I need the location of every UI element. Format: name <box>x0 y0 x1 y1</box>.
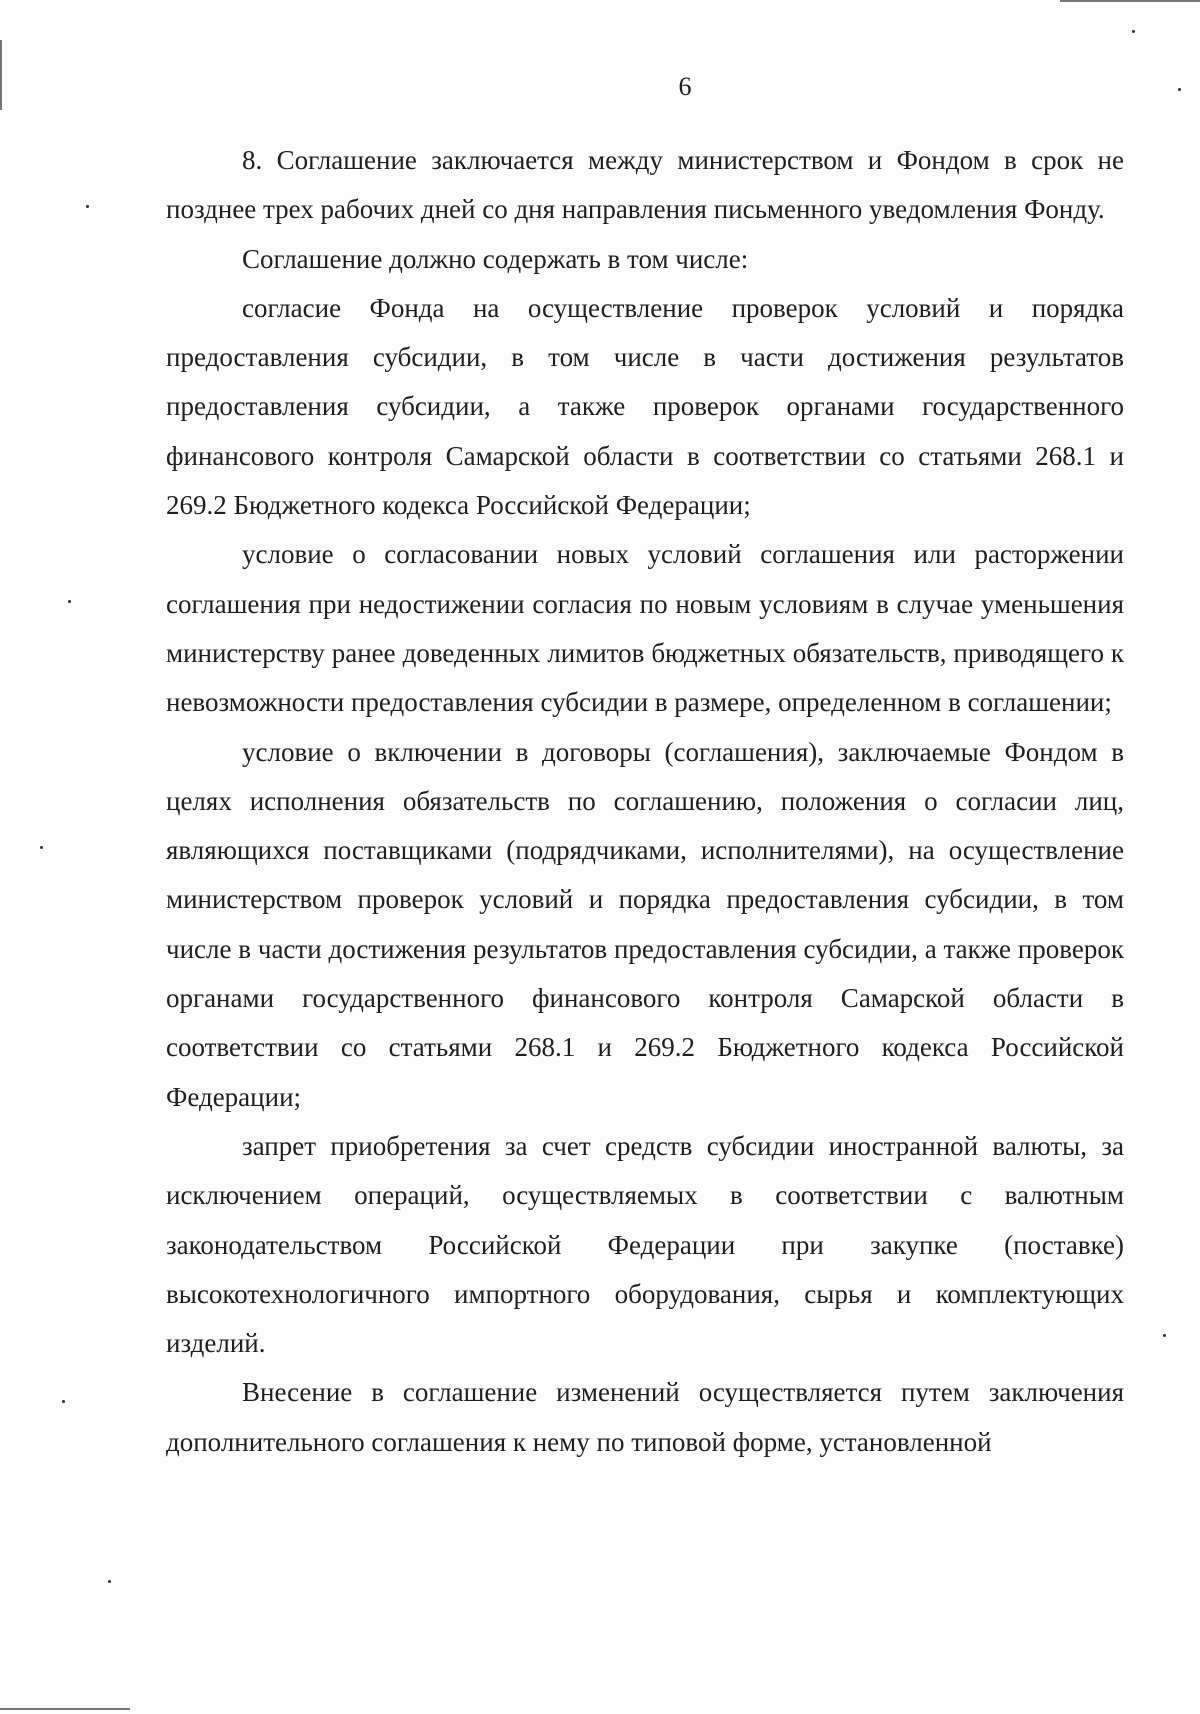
scan-speck <box>1132 30 1135 33</box>
paragraph-agreement-contents-intro: Соглашение должно содержать в том числе: <box>242 243 749 274</box>
paragraph-consent-to-inspections: согласие Фонда на осуществление проверок условий и порядка предоставления субсидии, в том числе в части достижения результатов предоставления субсидии, а также проверок органами государственного финансового контроля Самарской области в соответствии со статьями 268.1 и 269.2 Бюджетного кодекса Российской Федерации; <box>166 292 1124 521</box>
scan-speck <box>40 846 43 849</box>
scan-speck <box>68 600 71 603</box>
paragraph-clause-8: 8. Соглашение заключается между министерством и Фондом в срок не позднее трех рабочих дней со дня направления письменного уведомления Фонду. <box>166 145 1124 225</box>
paragraph-currency-prohibition: запрет приобретения за счет средств субсидии иностранной валюты, за исключением операций, осуществляемых в соответствии с валютным законодательством Российской Федерации при закупке (поставке) высокотехнологичного импортного оборудования, сырья и комплектующих изделий. <box>166 1130 1124 1359</box>
paragraph-new-conditions: условие о согласовании новых условий соглашения или расторжении соглашения при недостижении согласия по новым условиям в случае уменьшения министерству ранее доведенных лимитов бюджетных обязательств, приводящего к невозможности предоставления субсидии в размере, определенном в соглашении; <box>166 539 1124 718</box>
document-body <box>166 136 1124 1467</box>
scan-speck <box>86 205 89 208</box>
scan-speck <box>108 1580 111 1583</box>
scan-edge-bottom <box>0 1708 130 1710</box>
paragraph-amendments: Внесение в соглашение изменений осуществляется путем заключения дополнительного соглашения к нему по типовой форме, установленной <box>166 1377 1124 1457</box>
paragraph-contractor-consent: условие о включении в договоры (соглашения), заключаемые Фондом в целях исполнения обязательств по соглашению, положения о согласии лиц, являющихся поставщиками (подрядчиками, исполнителями), на осуществление министерством проверок условий и порядка предоставления субсидии, в том числе в части достижения результатов предоставления субсидии, а также проверок органами государственного финансового контроля Самарской области в соответствии со статьями 268.1 и 269.2 Бюджетного кодекса Российской Федерации; <box>166 736 1124 1112</box>
scan-speck <box>1163 1334 1166 1337</box>
scan-edge-top-right <box>1060 0 1200 2</box>
page-number: 6 <box>678 72 692 101</box>
scan-speck <box>62 1400 65 1403</box>
